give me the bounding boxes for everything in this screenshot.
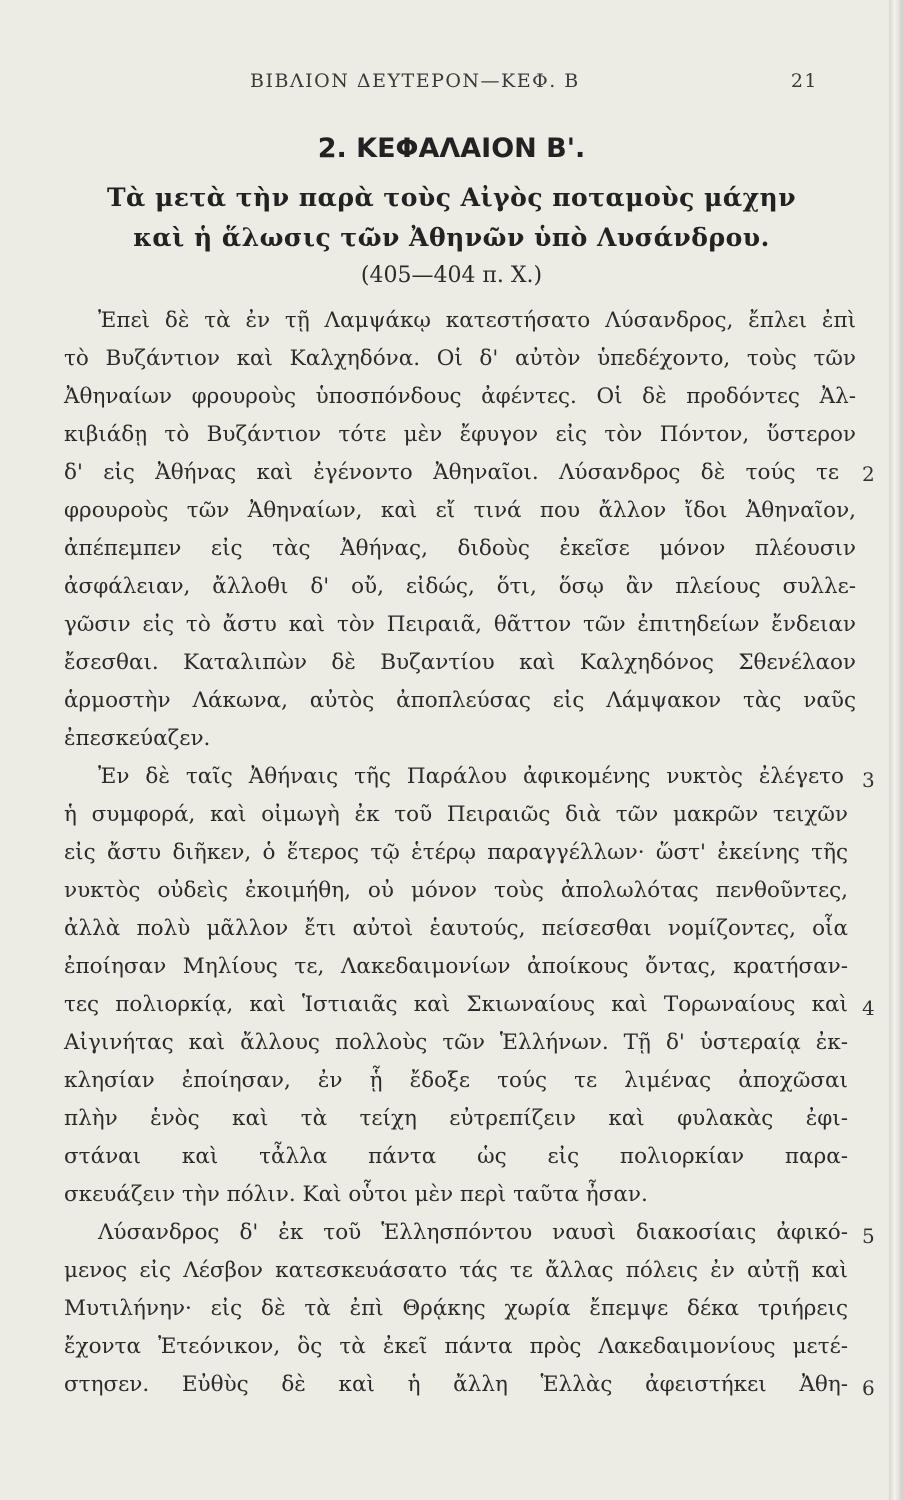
running-header [250, 70, 818, 92]
text-line: Ἐπεὶ δὲ τὰ ἐν τῇ Λαμψάκῳ κατεστήσατο Λύσανδρος, ἔπλει ἐπὶ [98, 308, 856, 333]
text-line: σκευάζειν τὴν πόλιν. Καὶ οὗτοι μὲν περὶ ταῦτα ἦσαν. [64, 1182, 648, 1207]
text-line: ἡ συμφορά, καὶ οἰμωγὴ ἐκ τοῦ Πειραιῶς διὰ τῶν μακρῶν τειχῶν [64, 802, 848, 827]
text-line: νυκτὸς οὐδεὶς ἐκοιμήθη, οὐ μόνον τοὺς ἀπολωλότας πενθοῦντες, [64, 878, 848, 903]
chapter-dates: (405—404 π. Χ.) [360, 263, 543, 288]
chapter-subtitle-line-1: Τὰ μετὰ τὴν παρὰ τοὺς Αἰγὸς ποταμοὺς μάχην [106, 183, 797, 212]
running-title: ΒΙΒΛΙΟΝ ΔΕΥΤΕΡΟΝ—ΚΕΦ. Β [250, 70, 580, 92]
text-line: Μυτιλήνην· εἰς δὲ τὰ ἐπὶ Θρᾴκης χωρία ἔπεμψε δέκα τριήρεις [64, 1296, 848, 1321]
text-line: κιβιάδῃ τὸ Βυζάντιον τότε μὲν ἔφυγον εἰς τὸν Πόντον, ὕστερον [64, 422, 856, 447]
text-line: πλὴν ἑνὸς καὶ τὰ τείχη εὐτρεπίζειν καὶ φυλακὰς ἐφι- [64, 1106, 848, 1131]
text-line: τες πολιορκίᾳ, καὶ Ἱστιαιᾶς καὶ Σκιωναίους καὶ Τορωναίους καὶ [64, 992, 848, 1017]
text-line: κλησίαν ἐποίησαν, ἐν ᾗ ἔδοξε τούς τε λιμένας ἀποχῶσαι [64, 1068, 848, 1093]
text-line: εἰς ἄστυ διῆκεν, ὁ ἕτερος τῷ ἑτέρῳ παραγγέλλων· ὥστ' ἐκείνης τῆς [64, 840, 848, 865]
chapter-subtitle-line-2: καὶ ἡ ἅλωσις τῶν Ἀθηνῶν ὑπὸ Λυσάνδρου. [133, 223, 770, 252]
text-line: στησεν. Εὐθὺς δὲ καὶ ἡ ἄλλη Ἑλλὰς ἀφειστήκει Ἀθη- [64, 1372, 848, 1397]
text-line: Ἐν δὲ ταῖς Ἀθήναις τῆς Παράλου ἀφικομένης νυκτὸς ἐλέγετο [98, 764, 844, 789]
text-line: Ἀθηναίων φρουροὺς ὑποσπόνδους ἀφέντες. Οἱ δὲ προδόντες Ἀλ- [64, 384, 856, 409]
text-line: ἔχοντα Ἐτεόνικον, ὃς τὰ ἐκεῖ πάντα πρὸς Λακεδαιμονίους μετέ- [64, 1334, 848, 1359]
section-number: 4 [862, 996, 875, 1020]
chapter-heading: 2. ΚΕΦΑΛΑΙΟΝ Β'. [317, 133, 586, 164]
text-line: μενος εἰς Λέσβον κατεσκευάσατο τάς τε ἄλλας πόλεις ἐν αὐτῇ καὶ [64, 1258, 848, 1283]
text-line: Αἰγινήτας καὶ ἄλλους πολλοὺς τῶν Ἑλλήνων. Τῇ δ' ὑστεραίᾳ ἐκ- [64, 1030, 848, 1055]
text-line: φρουροὺς τῶν Ἀθηναίων, καὶ εἴ τινά που ἄλλον ἴδοι Ἀθηναῖον, [64, 498, 856, 523]
text-line: γῶσιν εἰς τὸ ἄστυ καὶ τὸν Πειραιᾶ, θᾶττον τῶν ἐπιτηδείων ἔνδειαν [64, 612, 856, 637]
text-line: ἁρμοστὴν Λάκωνα, αὐτὸς ἀποπλεύσας εἰς Λάμψακον τὰς ναῦς [64, 688, 856, 713]
text-line: ἀπέπεμπεν εἰς τὰς Ἀθήνας, διδοὺς ἐκεῖσε μόνον πλέουσιν [64, 536, 856, 561]
text-line: ἀσφάλειαν, ἄλλοθι δ' οὔ, εἰδώς, ὅτι, ὅσῳ ἂν πλείους συλλε- [64, 574, 856, 599]
section-number: 3 [862, 768, 875, 792]
page-number: 21 [790, 70, 818, 92]
text-line: ἐπεσκεύαζεν. [64, 726, 211, 751]
text-line: ἔσεσθαι. Καταλιπὼν δὲ Βυζαντίου καὶ Καλχηδόνος Σθενέλαον [64, 650, 856, 675]
section-number: 6 [862, 1376, 875, 1400]
text-line: τὸ Βυζάντιον καὶ Καλχηδόνα. Οἱ δ' αὐτὸν ὑπεδέχοντο, τοὺς τῶν [64, 346, 856, 371]
text-line: Λύσανδρος δ' ἐκ τοῦ Ἑλλησπόντου ναυσὶ διακοσίαις ἀφικό- [98, 1220, 848, 1245]
text-line: ἐποίησαν Μηλίους τε, Λακεδαιμονίων ἀποίκους ὄντας, κρατήσαν- [64, 954, 848, 979]
text-line: δ' εἰς Ἀθήνας καὶ ἐγένοντο Ἀθηναῖοι. Λύσανδρος δὲ τούς τε [64, 460, 839, 485]
text-line: στάναι καὶ τἆλλα πάντα ὡς εἰς πολιορκίαν παρα- [64, 1144, 848, 1169]
section-number: 2 [862, 462, 875, 486]
text-line: ἀλλὰ πολὺ μᾶλλον ἔτι αὐτοὶ ἑαυτούς, πείσεσθαι νομίζοντες, οἷα [64, 916, 848, 941]
section-number: 5 [862, 1224, 875, 1248]
